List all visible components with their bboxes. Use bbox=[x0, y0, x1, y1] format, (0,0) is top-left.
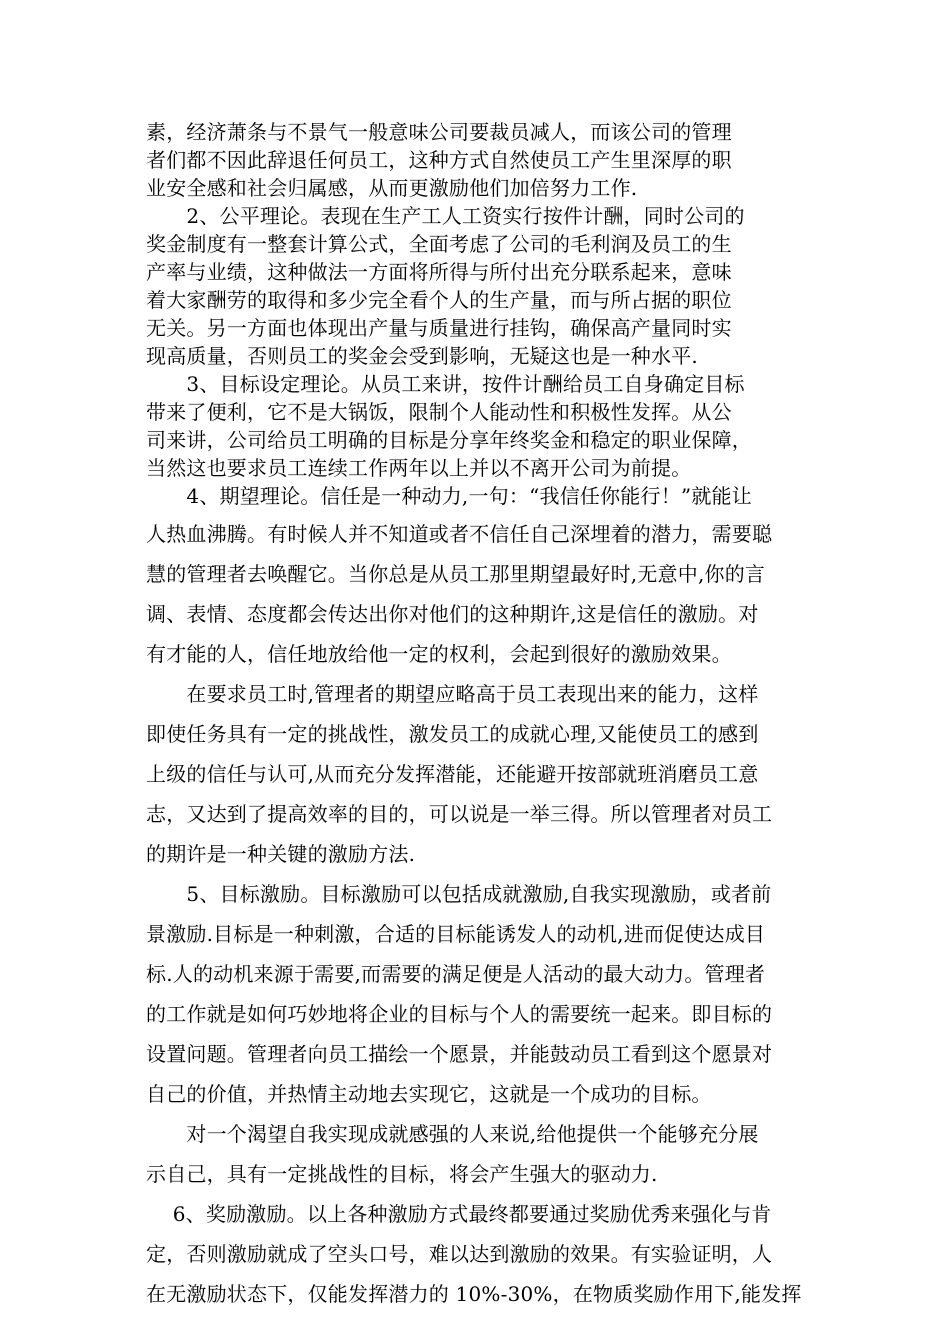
text-line: 产率与业绩，这种做法一方面将所得与所付出充分联系起来，意味 bbox=[146, 260, 732, 284]
text-line: 在无激励状态下，仅能发挥潜力的 10%-30%，在物质奖励作用下,能发挥 bbox=[146, 1282, 802, 1306]
text-line: 着大家酬劳的取得和多少完全看个人的生产量，而与所占据的职位 bbox=[146, 288, 732, 312]
text-line: 人热血沸腾。有时候人并不知道或者不信任自己深埋着的潜力，需要聪 bbox=[146, 522, 773, 546]
text-line: 上级的信任与认可,从而充分发挥潜能，还能避开按部就班消磨员工意 bbox=[146, 762, 759, 786]
text-line: 对一个渴望自我实现成就感强的人来说,给他提供一个能够充分展 bbox=[146, 1122, 759, 1146]
text-line: 即使任务具有一定的挑战性，激发员工的成就心理,又能使员工的感到 bbox=[146, 722, 759, 746]
text-line: 标.人的动机来源于需要,而需要的满足便是人活动的最大动力。管理者 bbox=[146, 962, 766, 986]
text-line: 者们都不因此辞退任何员工，这种方式自然使员工产生里深厚的职 bbox=[146, 148, 732, 172]
text-line: 司来讲，公司给员工明确的目标是分享年终奖金和稳定的职业保障， bbox=[146, 428, 752, 452]
text-line: 无关。另一方面也体现出产量与质量进行挂钩，确保高产量同时实 bbox=[146, 316, 732, 340]
text-line: 在要求员工时,管理者的期望应略高于员工表现出来的能力，这样 bbox=[146, 682, 759, 706]
text-line: 景激励.目标是一种刺激，合适的目标能诱发人的动机,进而促使达成目 bbox=[146, 922, 766, 946]
document-body bbox=[146, 118, 852, 1314]
text-line: 当然这也要求员工连续工作两年以上并以不离开公司为前提。 bbox=[146, 456, 692, 480]
text-line: 素，经济萧条与不景气一般意味公司要裁员减人，而该公司的管理 bbox=[146, 120, 732, 144]
text-line: 示自己，具有一定挑战性的目标，将会产生强大的驱动力. bbox=[146, 1162, 658, 1186]
text-line: 现高质量，否则员工的奖金会受到影响，无疑这也是一种水平. bbox=[146, 344, 698, 368]
text-line: 4、期望理论。信任是一种动力,一句：“我信任你能行！”就能让 bbox=[146, 484, 752, 508]
text-line: 有才能的人，信任地放给他一定的权利，会起到很好的激励效果。 bbox=[146, 642, 732, 666]
text-line: 设置问题。管理者向员工描绘一个愿景，并能鼓动员工看到这个愿景对 bbox=[146, 1042, 773, 1066]
text-line: 慧的管理者去唤醒它。当你总是从员工那里期望最好时,无意中,你的言 bbox=[146, 562, 766, 586]
text-line: 5、目标激励。目标激励可以包括成就激励,自我实现激励，或者前 bbox=[146, 882, 772, 906]
text-line: 2、公平理论。表现在生产工人工资实行按件计酬，同时公司的 bbox=[146, 204, 745, 228]
document-section-loose bbox=[146, 514, 852, 1314]
text-line: 3、目标设定理论。从员工来讲，按件计酬给员工自身确定目标 bbox=[146, 372, 745, 396]
text-line: 带来了便利，它不是大锅饭，限制个人能动性和积极性发挥。从公 bbox=[146, 400, 732, 424]
text-line: 调、表情、态度都会传达出你对他们的这种期许,这是信任的激励。对 bbox=[146, 602, 759, 626]
text-line: 业安全感和社会归属感，从而更激励他们加倍努力工作. bbox=[146, 176, 638, 200]
text-line: 定，否则激励就成了空头口号，难以达到激励的效果。有实验证明，人 bbox=[146, 1242, 773, 1266]
text-line: 自己的价值，并热情主动地去实现它，这就是一个成功的目标。 bbox=[146, 1082, 712, 1106]
document-section-tight bbox=[146, 118, 852, 510]
text-line: 的期许是一种关键的激励方法. bbox=[146, 842, 416, 866]
text-line: 的工作就是如何巧妙地将企业的目标与个人的需要统一起来。即目标的 bbox=[146, 1002, 773, 1026]
text-line: 志，又达到了提高效率的目的，可以说是一举三得。所以管理者对员工 bbox=[146, 802, 773, 826]
text-line: 奖金制度有一整套计算公式，全面考虑了公司的毛利润及员工的生 bbox=[146, 232, 732, 256]
text-line: 6、奖励激励。以上各种激励方式最终都要通过奖励优秀来强化与肯 bbox=[146, 1202, 772, 1226]
